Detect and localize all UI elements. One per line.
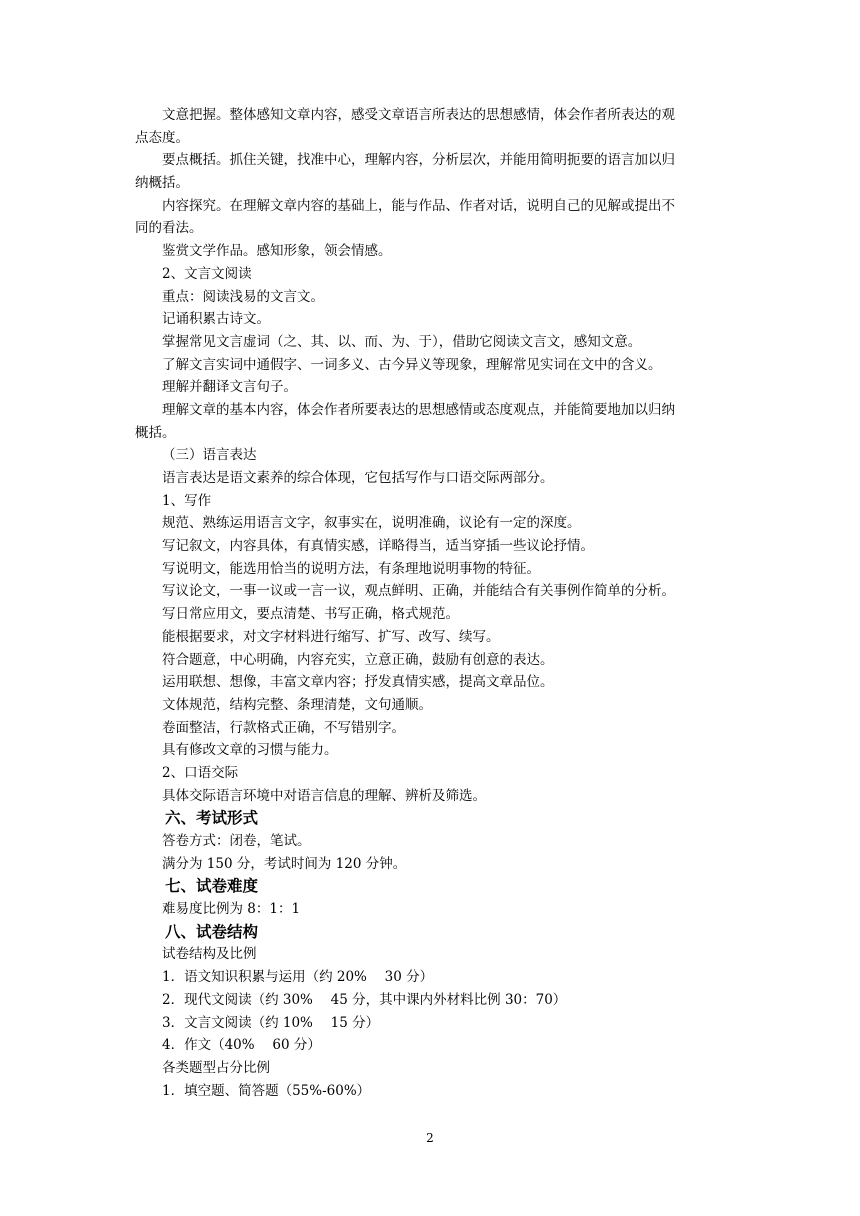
section-heading: 七、试卷难度 (165, 876, 259, 896)
paragraph-line: 写日常应用文，要点清楚、书写正确，格式规范。 (162, 606, 459, 623)
paragraph-line: 2、文言文阅读 (162, 265, 252, 282)
paragraph-continuation-line: 点态度。 (135, 129, 189, 146)
paragraph-line: 1、写作 (162, 492, 212, 509)
paragraph-line: 具体交际语言环境中对语言信息的理解、辨析及筛选。 (162, 787, 486, 804)
section-heading: 八、试卷结构 (165, 921, 259, 941)
paragraph-line: 2、口语交际 (162, 764, 239, 781)
paragraph-line: 4．作文（40% 60 分） (162, 1037, 321, 1054)
paragraph-line: 1．语文知识积累与运用（约 20% 30 分） (162, 969, 434, 986)
paragraph-line: 具有修改文章的习惯与能力。 (162, 742, 338, 759)
paragraph-line: 难易度比例为 8：1：1 (162, 901, 301, 918)
paragraph-line: 卷面整洁，行款格式正确，不写错别字。 (162, 719, 405, 736)
subsection-heading: （三）语言表达 (162, 447, 257, 464)
paragraph-line: 符合题意，中心明确，内容充实，立意正确，鼓励有创意的表达。 (162, 651, 554, 668)
paragraph-line: 能根据要求，对文字材料进行缩写、扩写、改写、续写。 (162, 628, 500, 645)
page-number: 2 (426, 1131, 434, 1145)
paragraph-line: 答卷方式：闭卷，笔试。 (162, 833, 311, 849)
paragraph-line: 理解并翻译文言句子。 (162, 379, 297, 396)
paragraph-line: 要点概括。抓住关键，找准中心，理解内容，分析层次，并能用简明扼要的语言加以归 (162, 152, 675, 169)
paragraph-line: 写说明文，能选用恰当的说明方法，有条理地说明事物的特征。 (162, 560, 540, 577)
section-heading: 六、考试形式 (165, 808, 259, 828)
paragraph-line: 写议论文，一事一议或一言一议，观点鲜明、正确，并能结合有关事例作简单的分析。 (162, 583, 675, 600)
paragraph-line: 内容探究。在理解文章内容的基础上，能与作品、作者对话，说明自己的见解或提出不 (162, 197, 675, 214)
paragraph-line: 试卷结构及比例 (162, 946, 257, 963)
paragraph-line: 3．文言文阅读（约 10% 15 分） (162, 1014, 380, 1031)
paragraph-line: 重点：阅读浅易的文言文。 (162, 288, 324, 305)
paragraph-line: 文体规范，结构完整、条理清楚，文句通顺。 (162, 696, 432, 713)
paragraph-line: 各类题型占分比例 (162, 1059, 270, 1076)
paragraph-line: 理解文章的基本内容，体会作者所要表达的思想感情或态度观点，并能简要地加以归纳 (162, 401, 675, 418)
paragraph-line: 写记叙文，内容具体，有真情实感，详略得当，适当穿插一些议论抒情。 (162, 538, 594, 555)
paragraph-continuation-line: 纳概括。 (135, 175, 189, 192)
paragraph-line: 鉴赏文学作品。感知形象，领会情感。 (162, 243, 392, 260)
paragraph-line: 记诵积累古诗文。 (162, 311, 270, 328)
paragraph-line: 1．填空题、简答题（55%-60%） (162, 1082, 371, 1099)
paragraph-continuation-line: 同的看法。 (135, 220, 203, 237)
paragraph-line: 满分为 150 分，考试时间为 120 分钟。 (162, 855, 407, 872)
paragraph-continuation-line: 概括。 (135, 424, 176, 441)
document-body (135, 104, 736, 1102)
paragraph-line: 掌握常见文言虚词（之、其、以、而、为、于），借助它阅读文言文，感知文意。 (162, 333, 642, 350)
paragraph-line: 文意把握。整体感知文章内容，感受文章语言所表达的思想感情，体会作者所表达的观 (162, 107, 675, 123)
paragraph-line: 规范、熟练运用语言文字，叙事实在，说明准确，议论有一定的深度。 (162, 515, 581, 532)
paragraph-line: 运用联想、想像，丰富文章内容；抒发真情实感，提高文章品位。 (162, 674, 554, 691)
paragraph-line: 2．现代文阅读（约 30% 45 分，其中课内外材料比例 30：70） (162, 991, 567, 1008)
paragraph-line: 了解文言实词中通假字、一词多义、古今异义等现象，理解常见实词在文中的含义。 (162, 356, 662, 373)
paragraph-line: 语言表达是语文素养的综合体现，它包括写作与口语交际两部分。 (162, 470, 554, 486)
